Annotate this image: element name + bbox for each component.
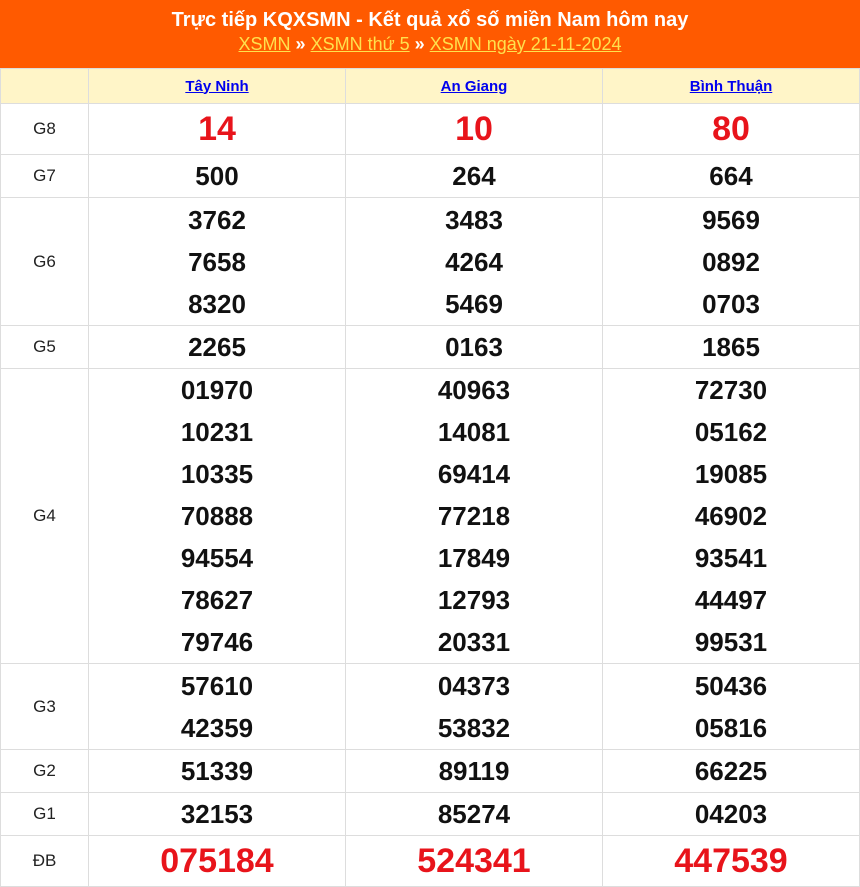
breadcrumb-separator: » <box>414 34 425 54</box>
prize-number: 80 <box>712 110 750 148</box>
prize-number: 3483 <box>445 204 503 235</box>
prize-cell <box>346 104 603 155</box>
prize-cell <box>603 836 860 887</box>
prize-label: G7 <box>1 155 89 198</box>
province-link-an-giang[interactable]: An Giang <box>440 77 508 95</box>
prize-label: G8 <box>1 104 89 155</box>
prize-number: 17849 <box>437 543 511 573</box>
prize-cell <box>346 793 603 836</box>
prize-number: 04203 <box>694 799 768 829</box>
prize-number: 10335 <box>180 459 254 489</box>
prize-number: 4264 <box>445 246 503 277</box>
prize-cell <box>603 326 860 369</box>
prize-number: 0163 <box>445 332 503 362</box>
prize-number: 5469 <box>445 288 503 319</box>
prize-cell <box>346 750 603 793</box>
prize-number: 05162 <box>694 417 768 447</box>
prize-number: 524341 <box>417 842 531 880</box>
prize-cell <box>603 793 860 836</box>
prize-number: 2265 <box>188 332 246 362</box>
prize-number: 51339 <box>180 756 254 786</box>
prize-cell <box>603 198 860 326</box>
prize-number: 14 <box>198 110 236 148</box>
prize-number: 664 <box>709 161 753 191</box>
prize-number: 94554 <box>180 543 254 573</box>
prize-number: 99531 <box>694 627 768 657</box>
prize-label: ĐB <box>1 836 89 887</box>
prize-cell <box>89 198 346 326</box>
prize-number: 20331 <box>437 627 511 657</box>
prize-cell <box>346 155 603 198</box>
prize-cell <box>603 104 860 155</box>
prize-number: 264 <box>452 161 496 191</box>
prize-cell <box>89 750 346 793</box>
breadcrumb-separator: » <box>295 34 306 54</box>
prize-label: G6 <box>1 198 89 326</box>
prize-number: 93541 <box>694 543 768 573</box>
prize-cell <box>346 198 603 326</box>
prize-number: 19085 <box>694 459 768 489</box>
prize-row <box>1 664 860 750</box>
prize-cell <box>603 369 860 664</box>
prize-label: G1 <box>1 793 89 836</box>
prize-number: 44497 <box>694 585 768 615</box>
prize-row <box>1 793 860 836</box>
prize-number: 447539 <box>674 842 788 880</box>
prize-number: 77218 <box>437 501 511 531</box>
prize-cell <box>89 155 346 198</box>
prize-number: 05816 <box>694 712 768 743</box>
prize-row <box>1 369 860 664</box>
province-header <box>89 69 346 104</box>
prize-number: 69414 <box>437 459 511 489</box>
table-corner <box>1 69 89 104</box>
prize-cell <box>346 369 603 664</box>
prize-cell <box>89 793 346 836</box>
prize-label: G3 <box>1 664 89 750</box>
prize-number: 57610 <box>180 670 254 701</box>
prize-cell <box>89 836 346 887</box>
province-header <box>346 69 603 104</box>
prize-number: 14081 <box>437 417 511 447</box>
prize-cell <box>89 369 346 664</box>
prize-cell <box>346 326 603 369</box>
prize-number: 78627 <box>180 585 254 615</box>
prize-number: 72730 <box>694 375 768 405</box>
prize-number: 10 <box>455 110 493 148</box>
prize-cell <box>603 155 860 198</box>
prize-cell <box>346 664 603 750</box>
prize-number: 50436 <box>694 670 768 701</box>
prize-row <box>1 104 860 155</box>
results-table <box>0 68 860 887</box>
prize-number: 79746 <box>180 627 254 657</box>
province-link-tay-ninh[interactable]: Tây Ninh <box>185 77 249 95</box>
prize-number: 0703 <box>702 288 760 319</box>
prize-number: 7658 <box>188 246 246 277</box>
prize-number: 42359 <box>180 712 254 743</box>
prize-cell <box>603 664 860 750</box>
prize-number: 500 <box>195 161 239 191</box>
prize-number: 66225 <box>694 756 768 786</box>
prize-number: 46902 <box>694 501 768 531</box>
breadcrumb-link-xsmn[interactable]: XSMN <box>238 34 291 54</box>
prize-number: 12793 <box>437 585 511 615</box>
breadcrumb <box>0 32 860 56</box>
prize-number: 89119 <box>438 756 510 786</box>
prize-row <box>1 198 860 326</box>
prize-row <box>1 155 860 198</box>
results-body <box>1 104 860 887</box>
prize-row <box>1 750 860 793</box>
prize-number: 53832 <box>437 712 511 743</box>
prize-cell <box>89 664 346 750</box>
province-link-binh-thuan[interactable]: Bình Thuận <box>689 77 773 95</box>
province-header <box>603 69 860 104</box>
prize-number: 40963 <box>437 375 511 405</box>
prize-number: 1865 <box>702 332 760 362</box>
prize-number: 10231 <box>180 417 254 447</box>
prize-number: 01970 <box>180 375 254 405</box>
prize-cell <box>89 104 346 155</box>
prize-cell <box>346 836 603 887</box>
prize-cell <box>89 326 346 369</box>
prize-label: G2 <box>1 750 89 793</box>
prize-label: G4 <box>1 369 89 664</box>
breadcrumb-link-xsmn-thu-5[interactable]: XSMN thứ 5 <box>310 34 410 54</box>
prize-number: 85274 <box>437 799 511 829</box>
header-banner <box>0 0 860 68</box>
prize-cell <box>603 750 860 793</box>
prize-number: 70888 <box>180 501 254 531</box>
prize-number: 075184 <box>160 842 274 880</box>
prize-number: 8320 <box>188 288 246 319</box>
prize-number: 04373 <box>437 670 511 701</box>
prize-label: G5 <box>1 326 89 369</box>
prize-number: 9569 <box>702 204 760 235</box>
prize-row <box>1 836 860 887</box>
page-title: Trực tiếp KQXSMN - Kết quả xổ số miền Nam hôm nay <box>171 9 689 31</box>
prize-row <box>1 326 860 369</box>
prize-number: 32153 <box>180 799 254 829</box>
prize-number: 3762 <box>188 204 246 235</box>
breadcrumb-link-xsmn-date[interactable]: XSMN ngày 21-11-2024 <box>429 34 622 54</box>
prize-number: 0892 <box>702 246 760 277</box>
